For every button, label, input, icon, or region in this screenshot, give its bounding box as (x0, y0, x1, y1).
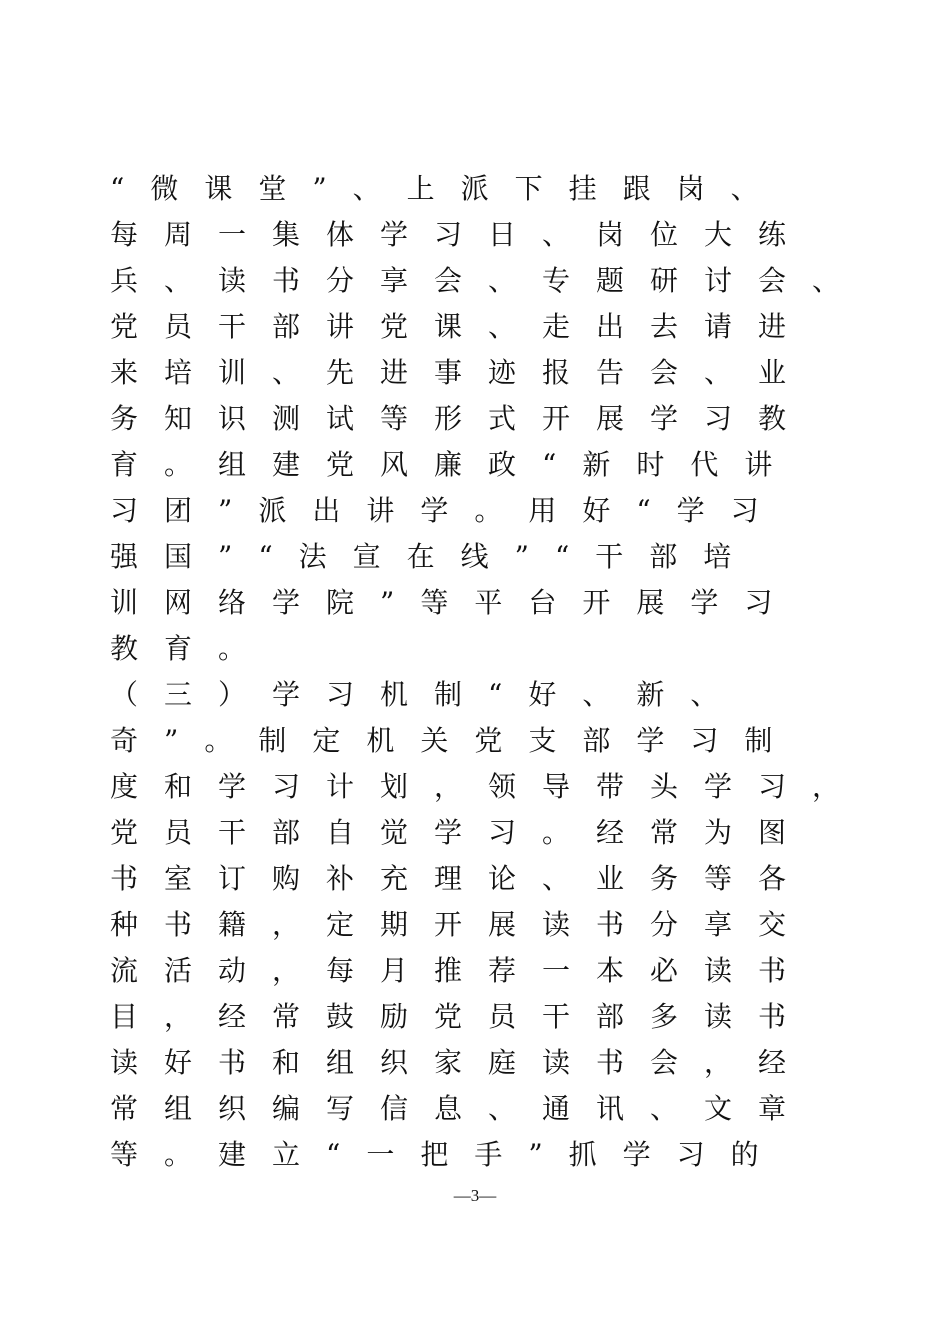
page-number: —3— (453, 1186, 497, 1205)
text-line: 种书籍，定期开展读书分享交 (110, 908, 813, 941)
text-line: 等。建立“一把手”抓学习的 (110, 1138, 785, 1171)
text-line: 来培训、先进事迹报告会、业 (110, 356, 813, 389)
text-line: 流活动，每月推荐一本必读书 (110, 954, 813, 987)
text-line: 书室订购补充理论、业务等各 (110, 862, 813, 895)
text-line: 目，经常鼓励党员干部多读书 (110, 1000, 813, 1033)
body-text (110, 166, 870, 1178)
text-line: 常组织编写信息、通讯、文章 (110, 1092, 813, 1125)
text-line: 务知识测试等形式开展学习教 (110, 402, 813, 435)
text-line: 党员干部自觉学习。经常为图 (110, 816, 813, 849)
section-heading: （三）学习机制“好、新、 (110, 678, 745, 711)
text-line: 训网络学院”等平台开展学习 (110, 586, 799, 619)
text-line: 读好书和组织家庭读书会，经 (110, 1046, 813, 1079)
text-line: 育。组建党风廉政“新时代讲 (110, 448, 799, 481)
text-line: 强国”“法宣在线”“干部培 (110, 540, 758, 573)
text-line: 教育。 (110, 632, 273, 665)
text-line: 习团”派出讲学。用好“学习 (110, 494, 785, 527)
text-line: 党员干部讲党课、走出去请进 (110, 310, 813, 343)
text-line: 兵、读书分享会、专题研讨会、 (110, 264, 867, 297)
text-line: 奇”。制定机关党支部学习制 (110, 724, 799, 757)
text-line: 度和学习计划，领导带头学习， (110, 770, 867, 803)
text-line: “微课堂”、上派下挂跟岗、 (110, 172, 785, 205)
text-line: 每周一集体学习日、岗位大练 (110, 218, 813, 251)
